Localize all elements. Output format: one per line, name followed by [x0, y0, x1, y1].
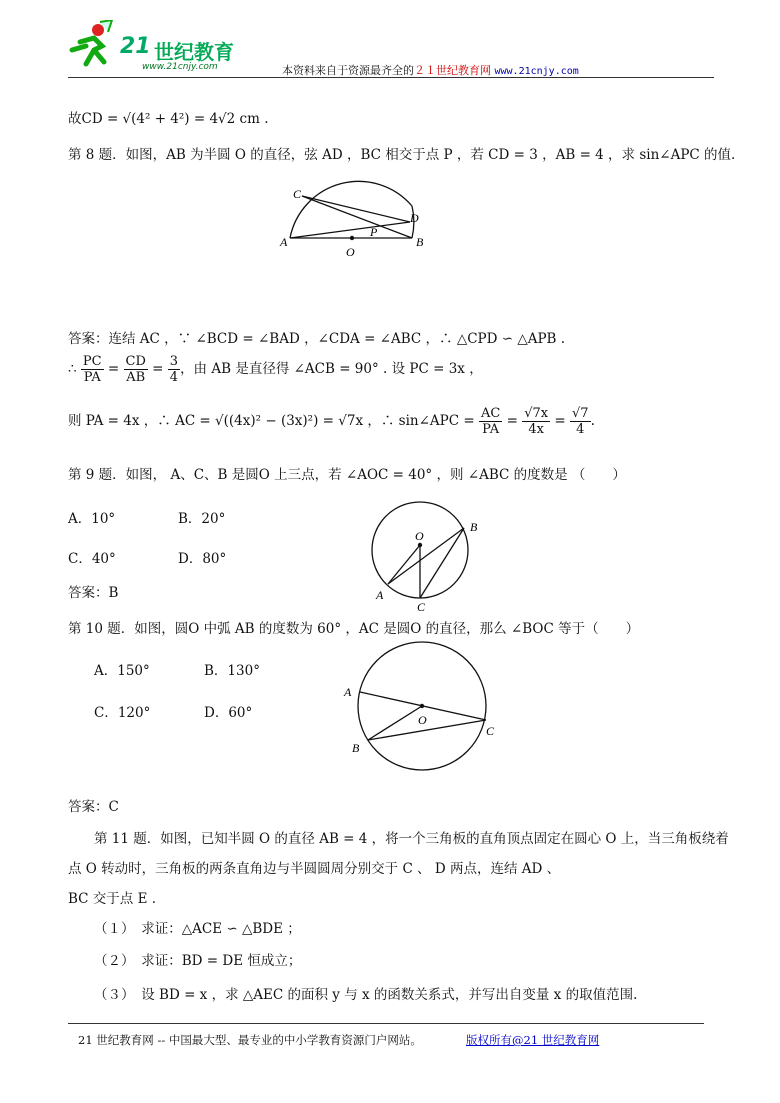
- therefore: ∴: [68, 361, 77, 377]
- fig9-label-c: C: [417, 600, 426, 614]
- fraction-root7-4: $\frac{√7}{4}$: [572, 406, 589, 437]
- q9-option-c: C．40°: [68, 551, 116, 567]
- q9-option-d: D．80°: [178, 551, 227, 567]
- answer-9: 答案：B: [68, 585, 119, 601]
- fraction-root7x-4x: $\frac{√7x}{4x}$: [524, 406, 549, 437]
- fraction-cd-ab: $\frac{CD}{AB}$: [125, 354, 146, 385]
- fig10-label-o: O: [418, 713, 427, 727]
- period: .: [590, 413, 595, 429]
- source-url[interactable]: www.21cnjy.com: [494, 66, 579, 77]
- q10-option-d: D．60°: [204, 705, 253, 721]
- fig9-label-a: A: [376, 588, 384, 602]
- fraction-pc-pa: $\frac{PC}{PA}$: [82, 354, 102, 385]
- header-rule: [68, 77, 714, 78]
- fig10-label-a: A: [344, 685, 352, 699]
- question-11-line3: BC 交于点 E .: [68, 891, 157, 907]
- answer-8-line3: 则 PA = 4x ，∴ AC = √((4x)² − (3x)²) = √7x ，∴ sin∠APC = $\frac{AC}{PA}$ = $\frac{√7x}{4x}$ = $\frac{√7}{4}$ .: [68, 406, 595, 437]
- header-source: [282, 62, 579, 78]
- logo-url: www.21cnjy.com: [142, 62, 218, 72]
- question-11-part1: （１） 求证：△ACE ∽ △BDE ；: [94, 921, 301, 937]
- fraction-3-4: $\frac{3}{4}$: [169, 354, 179, 385]
- q10-option-a: A．150°: [94, 663, 150, 679]
- figure-10: [338, 640, 508, 780]
- runner-logo-icon: [64, 20, 116, 72]
- q9-option-b: B．20°: [178, 511, 226, 527]
- question-11-line2: 点 O 转动时，三角板的两条直角边与半圆圆周分别交于 C 、 D 两点，连结 AD 、: [68, 861, 561, 877]
- fig8-label-b: B: [416, 235, 424, 249]
- answer-8-line3-text: 则 PA = 4x ，∴ AC = √((4x)² − (3x)²) = √7x ，∴ sin∠APC =: [68, 413, 475, 429]
- fig8-label-p: P: [370, 225, 378, 239]
- fig9-label-o: O: [415, 529, 424, 543]
- source-prefix: 本资料来自于资源最齐全的: [282, 64, 414, 77]
- fraction-ac-pa: $\frac{AC}{PA}$: [480, 406, 501, 437]
- figure-8: [278, 178, 438, 273]
- fig8-label-a: A: [280, 235, 288, 249]
- question-9: 第 9 题．如图， A、C、B 是圆O 上三点，若 ∠AOC = 40° ，则 ∠ABC 的度数是 （ ）: [68, 467, 626, 483]
- footer-left: 21 世纪教育网 -- 中国最大型、最专业的中小学教育资源门户网站。: [78, 1033, 422, 1047]
- figure-9: [362, 495, 492, 615]
- q10-option-c: C．120°: [94, 705, 151, 721]
- logo-text: 世纪教育: [154, 40, 234, 64]
- question-8: 第 8 题．如图，AB 为半圆 O 的直径，弦 AD ，BC 相交于点 P ，若 CD = 3 ，AB = 4 ，求 sin∠APC 的值.: [68, 147, 736, 163]
- footer-rule: [68, 1023, 704, 1024]
- question-10: 第 10 题．如图，圆O 中弧 AB 的度数为 60° ，AC 是圆O 的直径，那么 ∠BOC 等于（ ）: [68, 621, 640, 637]
- answer-10: 答案：C: [68, 799, 119, 815]
- fig9-label-b: B: [470, 520, 478, 534]
- answer-8-line2-text: ，由 AB 是直径得 ∠ACB = 90° . 设 PC = 3x ，: [180, 361, 483, 377]
- question-11-part3: （３） 设 BD = x ，求 △AEC 的面积 y 与 x 的函数关系式，并写出自变量 x 的取值范围.: [94, 987, 638, 1003]
- fig8-label-c: C: [293, 187, 302, 201]
- question-11-line1: 第 11 题．如图，已知半圆 O 的直径 AB = 4 ，将一个三角板的直角顶点固定在圆心 O 上，当三角板绕着: [94, 831, 729, 847]
- question-11-part2: （２） 求证：BD = DE 恒成立；: [94, 953, 302, 969]
- answer-8-line1: 答案：连结 AC ，∵ ∠BCD = ∠BAD ，∠CDA = ∠ABC ，∴ △CPD ∽ △APB .: [68, 331, 566, 347]
- fig10-label-b: B: [352, 741, 360, 755]
- fig8-label-o: O: [346, 245, 355, 259]
- q9-option-a: A．10°: [68, 511, 116, 527]
- fig10-label-c: C: [486, 724, 495, 738]
- line-cd-result: 故CD = √(4² + 4²) = 4√2 cm .: [68, 111, 269, 127]
- q10-option-b: B．130°: [204, 663, 260, 679]
- logo-number: 21: [120, 34, 151, 59]
- answer-8-line2: ∴ $\frac{PC}{PA}$ = $\frac{CD}{AB}$ = $\frac{3}{4}$ ，由 AB 是直径得 ∠ACB = 90° . 设 PC = 3x ，: [68, 354, 483, 385]
- footer-copyright-link[interactable]: 版权所有@21 世纪教育网: [466, 1033, 600, 1047]
- header-logo: [64, 20, 264, 76]
- source-brand: ２１世纪教育网: [414, 64, 491, 77]
- fig8-label-d: D: [410, 211, 419, 225]
